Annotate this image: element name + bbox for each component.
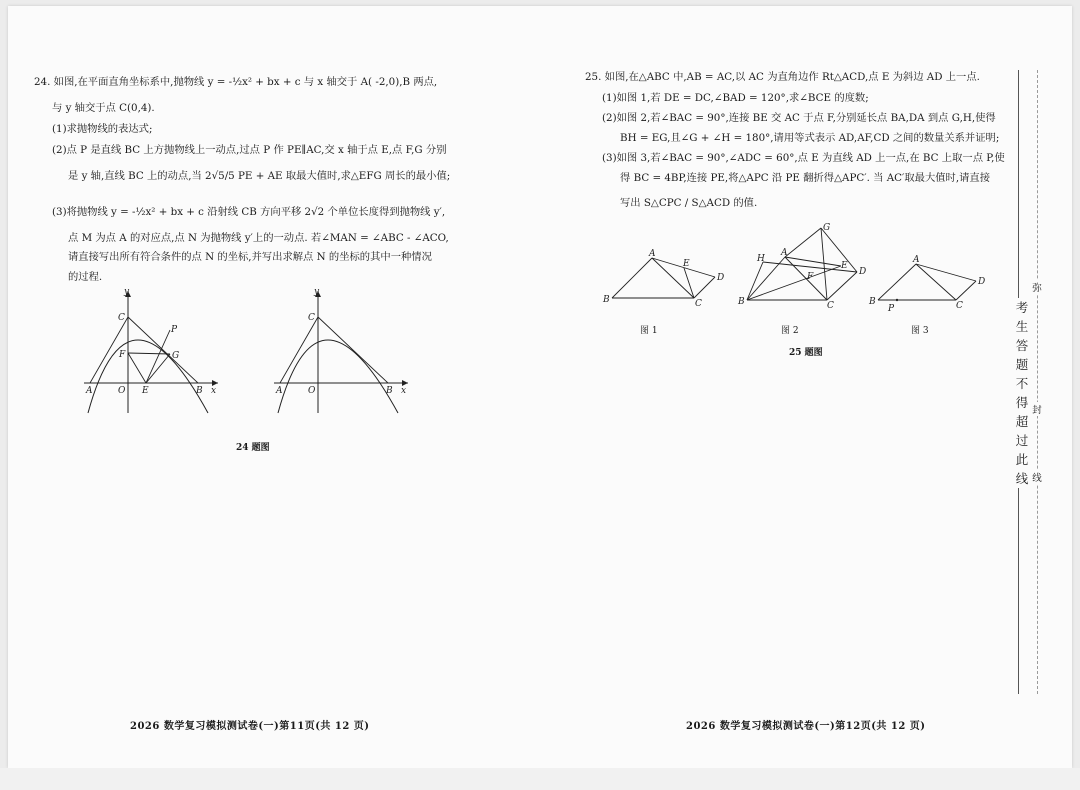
svg-text:C: C bbox=[308, 313, 315, 323]
bottom-strip bbox=[0, 768, 1080, 790]
q24-caption: 24 题图 bbox=[236, 443, 270, 453]
svg-text:D: D bbox=[717, 273, 725, 283]
svg-text:P: P bbox=[888, 304, 895, 314]
svg-text:G: G bbox=[823, 223, 831, 233]
svg-text:B: B bbox=[196, 386, 203, 396]
binding-margin bbox=[1009, 70, 1057, 694]
q24-line-5: 是 y 轴,直线 BC 上的动点,当 2√5/5 PE + AE 取最大值时,求△EFG 周长的最小值; bbox=[68, 170, 451, 182]
q24-line-9: 的过程. bbox=[68, 271, 103, 283]
svg-text:O: O bbox=[308, 386, 316, 396]
svg-text:A: A bbox=[276, 386, 283, 396]
svg-text:E: E bbox=[683, 259, 690, 269]
q24-line-3: (1)求抛物线的表达式; bbox=[52, 123, 153, 135]
q25-fig2-label: 图 2 bbox=[781, 326, 799, 336]
q25-line-5: (3)如图 3,若∠BAC = 90°,∠ADC = 60°,点 E 为直线 AD 上一点,在 BC 上取一点 P,使 bbox=[602, 152, 1005, 164]
q25-line-2: (1)如图 1,若 DE = DC,∠BAD = 120°,求∠BCE 的度数; bbox=[602, 92, 869, 104]
svg-text:H: H bbox=[757, 254, 765, 264]
q24-line-7: 点 M 为点 A 的对应点,点 N 为抛物线 y′上的一动点. 若∠MAN = ∠ABC - ∠ACO, bbox=[68, 232, 449, 244]
svg-text:P: P bbox=[171, 325, 178, 335]
seal-char-xian: 线 bbox=[1030, 470, 1044, 484]
svg-text:x: x bbox=[211, 386, 217, 396]
seal-char-mi: 弥 bbox=[1030, 280, 1044, 294]
svg-text:A: A bbox=[86, 386, 93, 396]
svg-text:F: F bbox=[119, 350, 126, 360]
svg-text:O: O bbox=[118, 386, 126, 396]
q25-line-4: BH = EG,且∠G + ∠H = 180°,请用等式表示 AD,AF,CD 之间的数量关系并证明; bbox=[620, 132, 1000, 144]
q24-line-4: (2)点 P 是直线 BC 上方抛物线上一动点,过点 P 作 PE∥AC,交 x 轴于点 E,点 F,G 分别 bbox=[52, 144, 447, 156]
q25-line-7: 写出 S△CPC / S△ACD 的值. bbox=[620, 197, 758, 209]
svg-text:x: x bbox=[401, 386, 407, 396]
q25-fig3-label: 图 3 bbox=[911, 326, 929, 336]
svg-text:B: B bbox=[603, 295, 610, 305]
svg-text:F: F bbox=[807, 272, 814, 282]
seal-dashed-line bbox=[1037, 70, 1038, 694]
q24-line-6: (3)将抛物线 y = -½x² + bx + c 沿射线 CB 方向平移 2√2 个单位长度得到抛物线 y′, bbox=[52, 206, 446, 218]
svg-text:C: C bbox=[695, 299, 702, 309]
q25-figure-2 bbox=[735, 224, 865, 312]
svg-text:A: A bbox=[649, 249, 656, 259]
q25-fig1-label: 图 1 bbox=[640, 326, 658, 336]
footer-left: 2026 数学复习模拟测试卷(一)第11页(共 12 页) bbox=[130, 721, 370, 732]
q25-caption: 25 题图 bbox=[789, 348, 823, 358]
svg-text:C: C bbox=[956, 301, 963, 311]
svg-text:B: B bbox=[869, 297, 876, 307]
svg-text:y: y bbox=[124, 287, 130, 297]
q25-line-3: (2)如图 2,若∠BAC = 90°,连接 BE 交 AC 于点 F,分别延长点 BA,DA 到点 G,H,使得 bbox=[602, 112, 996, 124]
svg-text:C: C bbox=[118, 313, 125, 323]
q25-figure-3 bbox=[868, 250, 998, 314]
svg-text:D: D bbox=[859, 267, 867, 277]
svg-text:y: y bbox=[314, 287, 320, 297]
q24-line-8: 请直接写出所有符合条件的点 N 的坐标,并写出求解点 N 的坐标的其中一种情况 bbox=[68, 251, 432, 263]
svg-text:A: A bbox=[913, 255, 920, 265]
svg-text:B: B bbox=[738, 297, 745, 307]
footer-right: 2026 数学复习模拟测试卷(一)第12页(共 12 页) bbox=[686, 721, 926, 732]
svg-text:C: C bbox=[827, 301, 834, 311]
q25-line-6: 得 BC = 4BP,连接 PE,将△APC 沿 PE 翻折得△APC′. 当 AC′取最大值时,请直接 bbox=[620, 172, 991, 184]
q25-figure-1 bbox=[600, 250, 730, 310]
binding-warning: 考生答题不得超过此线 bbox=[1015, 300, 1029, 486]
svg-text:E: E bbox=[142, 386, 149, 396]
svg-text:B: B bbox=[386, 386, 393, 396]
q25-line-1: 25. 如图,在△ABC 中,AB = AC,以 AC 为直角边作 Rt△ACD,点 E 为斜边 AD 上一点. bbox=[585, 71, 980, 83]
svg-text:E: E bbox=[841, 261, 848, 271]
svg-text:D: D bbox=[978, 277, 986, 287]
svg-text:A: A bbox=[781, 248, 788, 258]
svg-text:G: G bbox=[172, 351, 180, 361]
q24-line-2: 与 y 轴交于点 C(0,4). bbox=[52, 102, 155, 114]
seal-char-feng: 封 bbox=[1030, 402, 1044, 416]
q24-line-1: 24. 如图,在平面直角坐标系中,抛物线 y = -½x² + bx + c 与 x 轴交于 A( -2,0),B 两点, bbox=[34, 76, 438, 88]
q24-figure-2 bbox=[268, 287, 418, 417]
q24-figure-1 bbox=[78, 287, 228, 417]
